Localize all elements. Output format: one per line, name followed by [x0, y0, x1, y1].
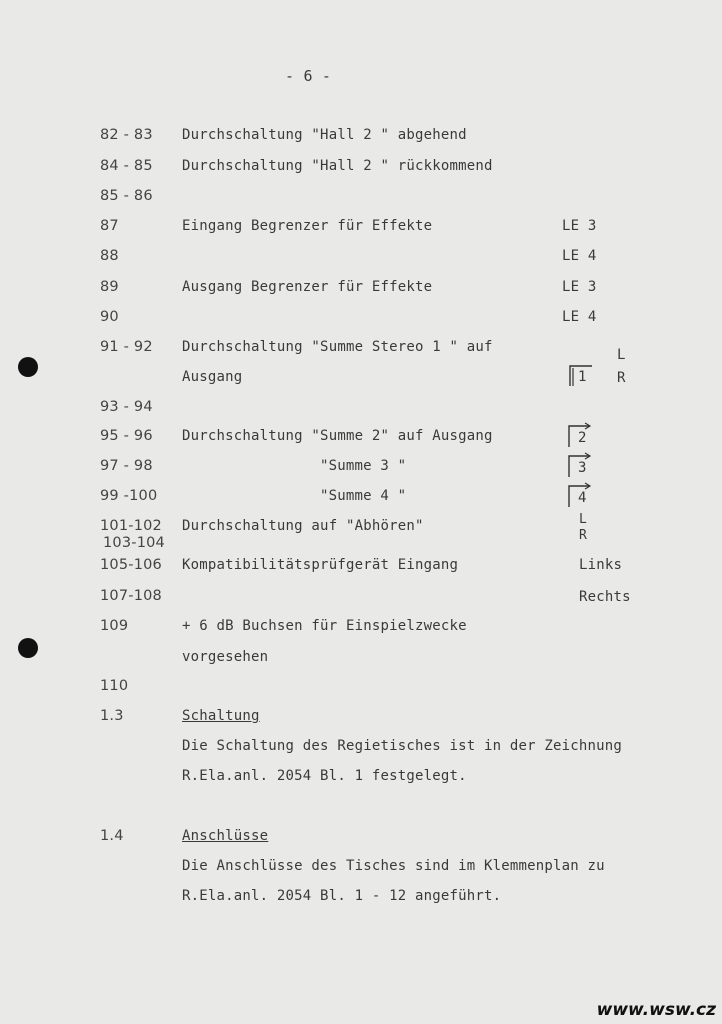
row-code: LE 4	[562, 248, 597, 264]
output-symbol: 2	[578, 430, 587, 446]
section-body: Die Anschlüsse des Tisches sind im Klemmenplan zu	[182, 858, 605, 874]
row-text: Durchschaltung auf "Abhören"	[182, 518, 424, 534]
row-text: Ausgang Begrenzer für Effekte	[182, 279, 433, 295]
output-symbol: 3	[578, 460, 587, 476]
punch-hole	[18, 638, 38, 658]
section-body: R.Ela.anl. 2054 Bl. 1 - 12 angeführt.	[182, 888, 502, 904]
section-heading: Schaltung	[182, 708, 260, 724]
row-number: 82 - 83	[100, 127, 153, 143]
row-number: 88	[100, 248, 119, 264]
channel-left: L	[579, 512, 588, 527]
row-text: Durchschaltung "Summe Stereo 1 " auf	[182, 339, 493, 355]
section-number: 1.3	[100, 708, 124, 724]
row-text: "Summe 3 "	[320, 458, 407, 474]
channel-left: L	[617, 347, 626, 363]
row-text-continued: vorgesehen	[182, 649, 269, 665]
row-number: 84 - 85	[100, 158, 153, 174]
row-text-continued: Ausgang	[182, 369, 243, 385]
row-side: Links	[579, 557, 623, 573]
row-text: Kompatibilitätsprüfgerät Eingang	[182, 557, 459, 573]
row-text: "Summe 4 "	[320, 488, 407, 504]
section-heading: Anschlüsse	[182, 828, 269, 844]
row-number: 99 -100	[100, 488, 158, 504]
channel-right: R	[617, 370, 626, 386]
row-text: + 6 dB Buchsen für Einspielzwecke	[182, 618, 467, 634]
row-number: 93 - 94	[100, 399, 153, 415]
row-code: LE 3	[562, 279, 597, 295]
row-number: 89	[100, 279, 119, 295]
row-text: Durchschaltung "Hall 2 " rückkommend	[182, 158, 493, 174]
page-number: - 6 -	[285, 67, 332, 85]
row-number: 101-102	[100, 518, 162, 534]
output-symbol: 4	[578, 490, 587, 506]
row-number: 105-106	[100, 557, 162, 573]
row-number: 110	[100, 678, 129, 694]
row-number: 103-104	[103, 535, 165, 551]
row-number: 85 - 86	[100, 188, 153, 204]
row-code: LE 3	[562, 218, 597, 234]
row-text: Durchschaltung "Summe 2" auf Ausgang	[182, 428, 493, 444]
row-number: 97 - 98	[100, 458, 153, 474]
punch-hole	[18, 357, 38, 377]
row-text: Durchschaltung "Hall 2 " abgehend	[182, 127, 467, 143]
output-symbol: 1	[578, 369, 587, 385]
row-number: 91 - 92	[100, 339, 153, 355]
row-number: 90	[100, 309, 119, 325]
watermark: www.wsw.cz	[596, 1000, 716, 1020]
row-text: Eingang Begrenzer für Effekte	[182, 218, 433, 234]
channel-right: R	[579, 528, 588, 543]
section-number: 1.4	[100, 828, 124, 844]
row-number: 95 - 96	[100, 428, 153, 444]
row-number: 109	[100, 618, 129, 634]
row-number: 87	[100, 218, 119, 234]
row-number: 107-108	[100, 588, 162, 604]
row-side: Rechts	[579, 589, 631, 605]
section-body: R.Ela.anl. 2054 Bl. 1 festgelegt.	[182, 768, 467, 784]
row-code: LE 4	[562, 309, 597, 325]
section-body: Die Schaltung des Regietisches ist in der Zeichnung	[182, 738, 623, 754]
